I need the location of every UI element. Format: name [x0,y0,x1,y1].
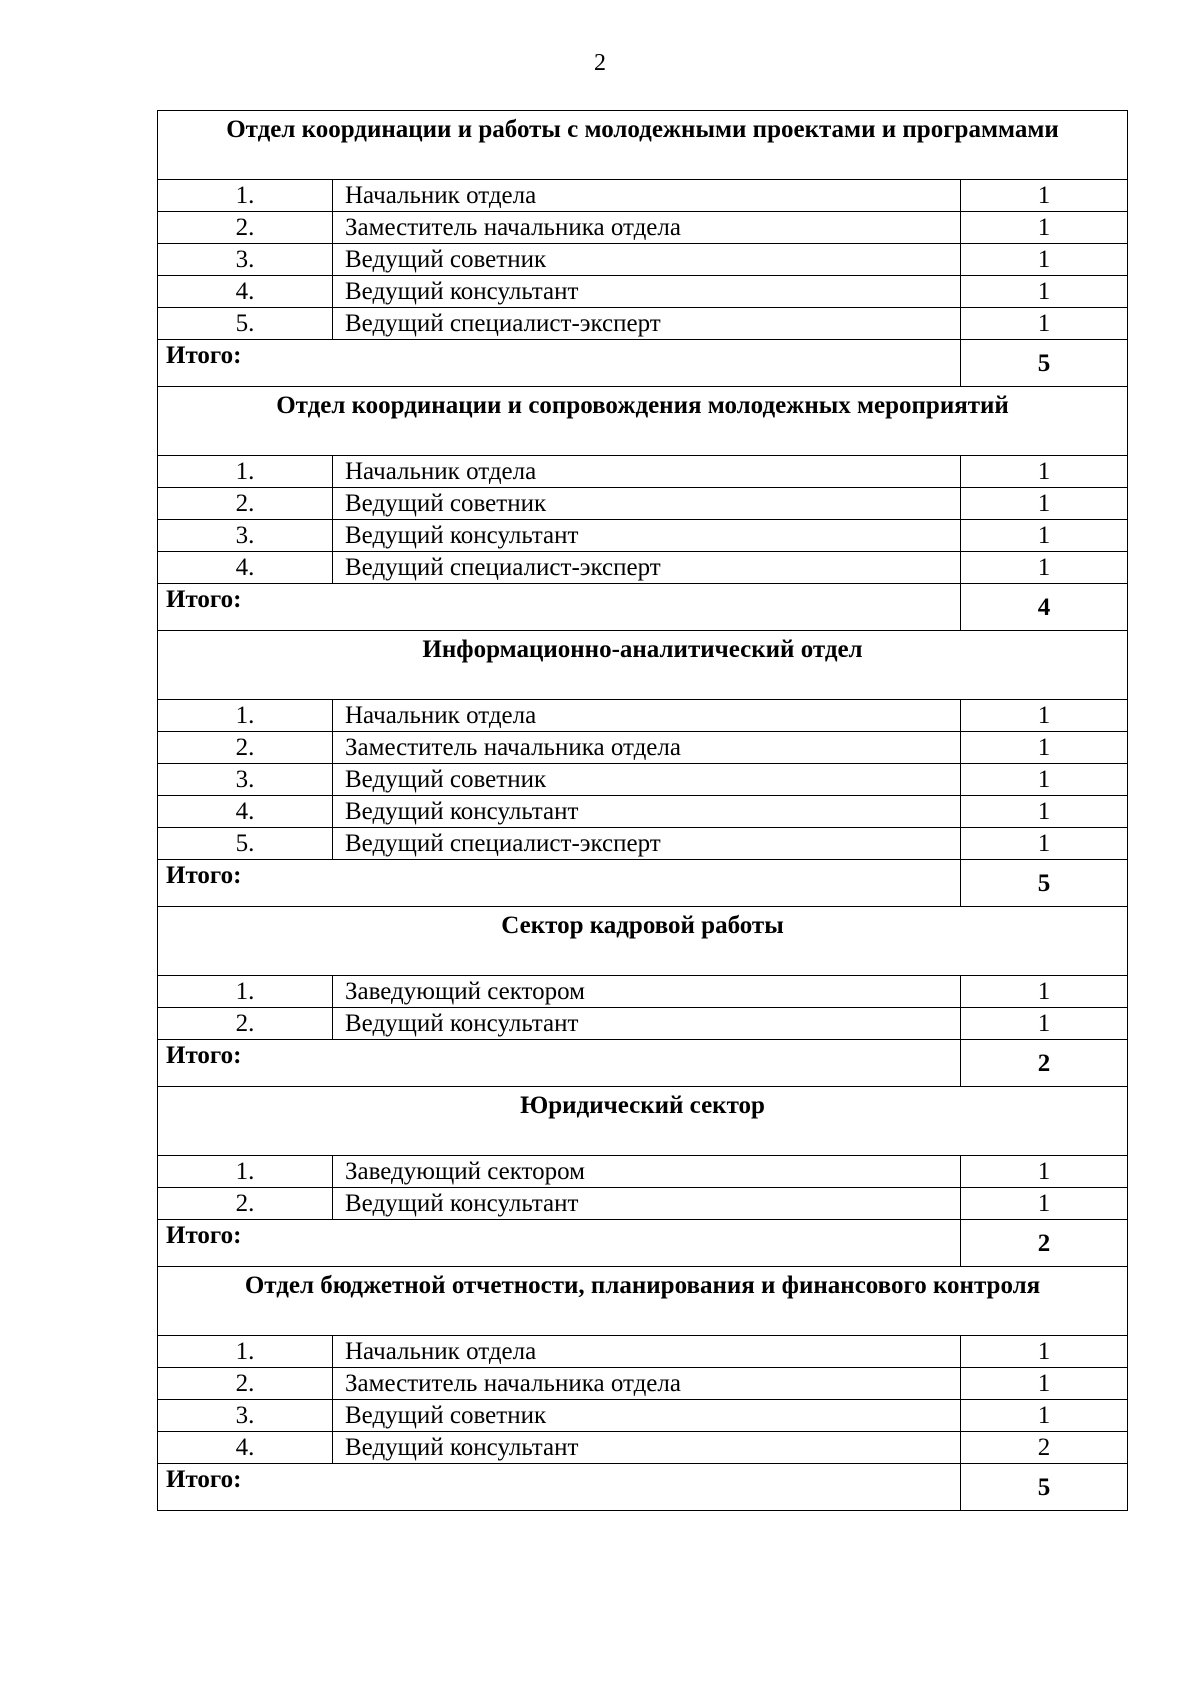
section-title: Информационно-аналитический отдел [158,631,1128,700]
total-row [158,1040,1128,1087]
row-number: 2. [158,1008,333,1040]
table-row [158,552,1128,584]
position-count: 1 [961,1008,1128,1040]
total-value: 2 [961,1220,1128,1267]
total-value: 5 [961,1464,1128,1511]
position-count: 1 [961,796,1128,828]
row-number: 2. [158,1368,333,1400]
table-row [158,976,1128,1008]
position-name: Ведущий консультант [333,1432,961,1464]
position-name: Ведущий консультант [333,276,961,308]
total-label: Итого: [158,860,961,907]
section-title-row [158,111,1128,180]
table-row [158,276,1128,308]
position-name: Ведущий специалист-эксперт [333,828,961,860]
table-row [158,1156,1128,1188]
table-row [158,244,1128,276]
section-title-row [158,1267,1128,1336]
row-number: 3. [158,244,333,276]
position-count: 2 [961,1432,1128,1464]
row-number: 1. [158,700,333,732]
row-number: 1. [158,1156,333,1188]
table-row [158,1400,1128,1432]
table-row [158,1432,1128,1464]
row-number: 4. [158,552,333,584]
total-label: Итого: [158,340,961,387]
staff-table [157,110,1128,1511]
position-name: Ведущий консультант [333,1188,961,1220]
row-number: 1. [158,976,333,1008]
section-title: Юридический сектор [158,1087,1128,1156]
total-label: Итого: [158,584,961,631]
total-value: 5 [961,340,1128,387]
table-row [158,180,1128,212]
staff-table-body [158,111,1128,1511]
total-value: 5 [961,860,1128,907]
table-row [158,796,1128,828]
row-number: 5. [158,828,333,860]
row-number: 2. [158,212,333,244]
row-number: 3. [158,764,333,796]
section-title: Отдел бюджетной отчетности, планирования и финансового контроля [158,1267,1128,1336]
position-name: Начальник отдела [333,1336,961,1368]
total-row [158,584,1128,631]
position-name: Ведущий советник [333,764,961,796]
position-name: Ведущий специалист-эксперт [333,308,961,340]
position-name: Заведующий сектором [333,1156,961,1188]
section-title: Отдел координации и работы с молодежными проектами и программами [158,111,1128,180]
position-count: 1 [961,488,1128,520]
table-row [158,488,1128,520]
row-number: 5. [158,308,333,340]
row-number: 2. [158,1188,333,1220]
position-count: 1 [961,1156,1128,1188]
total-label: Итого: [158,1464,961,1511]
position-name: Ведущий советник [333,1400,961,1432]
table-row [158,1336,1128,1368]
row-number: 2. [158,488,333,520]
total-row [158,340,1128,387]
section-title-row [158,387,1128,456]
row-number: 1. [158,1336,333,1368]
position-count: 1 [961,276,1128,308]
table-row [158,212,1128,244]
total-label: Итого: [158,1220,961,1267]
position-name: Ведущий консультант [333,1008,961,1040]
table-row [158,700,1128,732]
row-number: 4. [158,796,333,828]
table-row [158,764,1128,796]
position-count: 1 [961,244,1128,276]
section-title-row [158,907,1128,976]
position-count: 1 [961,976,1128,1008]
table-row [158,1188,1128,1220]
position-name: Ведущий консультант [333,796,961,828]
position-count: 1 [961,764,1128,796]
table-row [158,828,1128,860]
position-count: 1 [961,456,1128,488]
row-number: 3. [158,520,333,552]
position-count: 1 [961,552,1128,584]
position-name: Заместитель начальника отдела [333,732,961,764]
total-value: 2 [961,1040,1128,1087]
position-name: Начальник отдела [333,456,961,488]
row-number: 4. [158,1432,333,1464]
section-title: Сектор кадровой работы [158,907,1128,976]
total-value: 4 [961,584,1128,631]
section-title-row [158,631,1128,700]
table-row [158,308,1128,340]
total-label: Итого: [158,1040,961,1087]
table-row [158,520,1128,552]
position-name: Заместитель начальника отдела [333,212,961,244]
position-count: 1 [961,180,1128,212]
position-name: Начальник отдела [333,700,961,732]
position-count: 1 [961,1400,1128,1432]
position-count: 1 [961,828,1128,860]
row-number: 2. [158,732,333,764]
table-row [158,456,1128,488]
row-number: 1. [158,180,333,212]
position-name: Заведующий сектором [333,976,961,1008]
row-number: 3. [158,1400,333,1432]
table-row [158,732,1128,764]
position-name: Ведущий специалист-эксперт [333,552,961,584]
position-count: 1 [961,1368,1128,1400]
position-name: Начальник отдела [333,180,961,212]
total-row [158,1220,1128,1267]
position-count: 1 [961,308,1128,340]
position-count: 1 [961,212,1128,244]
row-number: 4. [158,276,333,308]
section-title: Отдел координации и сопровождения молодежных мероприятий [158,387,1128,456]
position-count: 1 [961,1336,1128,1368]
table-row [158,1368,1128,1400]
total-row [158,1464,1128,1511]
page-number: 2 [594,50,606,76]
position-count: 1 [961,1188,1128,1220]
position-name: Заместитель начальника отдела [333,1368,961,1400]
total-row [158,860,1128,907]
position-name: Ведущий консультант [333,520,961,552]
position-count: 1 [961,732,1128,764]
position-count: 1 [961,700,1128,732]
row-number: 1. [158,456,333,488]
position-name: Ведущий советник [333,244,961,276]
table-row [158,1008,1128,1040]
position-count: 1 [961,520,1128,552]
section-title-row [158,1087,1128,1156]
position-name: Ведущий советник [333,488,961,520]
